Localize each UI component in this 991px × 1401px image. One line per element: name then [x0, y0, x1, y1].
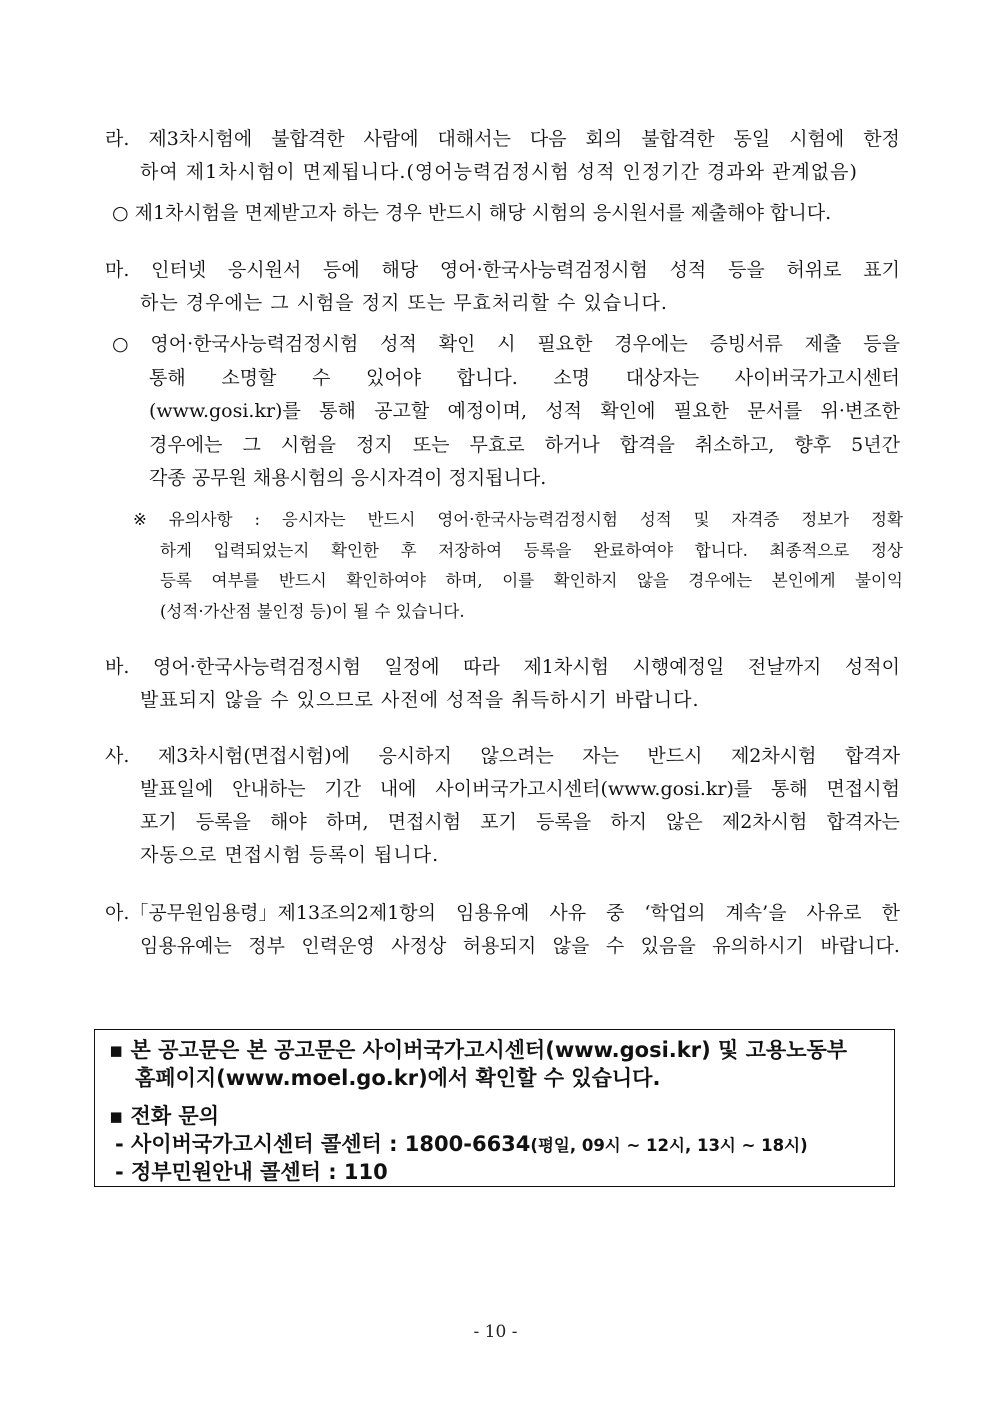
section-ma-bullet: [112, 328, 900, 496]
section-ra: [105, 123, 900, 189]
section-ra-bullet-text: ○ 제1차시험을 면제받고자 하는 경우 반드시 해당 시험의 응시원서를 제출해야 합니다.: [112, 202, 832, 224]
section-ma-bullet-line-1: ○ 영어·한국사능력검정시험 성적 확인 시 필요한 경우에는 증빙서류 제출 등을: [112, 333, 900, 355]
notice-line-4: [115, 1130, 808, 1160]
callcenter-number: - 사이버국가고시센터 콜센터 : 1800-6634: [115, 1132, 531, 1156]
section-ra-line-1: 라. 제3차시험에 불합격한 사람에 대해서는 다음 회의 불합격한 동일 시험에 한정: [105, 128, 900, 150]
notice-box: [94, 1029, 895, 1187]
page-number: - 10 -: [473, 1322, 518, 1342]
section-sa-line-2: 발표일에 안내하는 기간 내에 사이버국가고시센터(www.gosi.kr)를 통해 면접시험: [140, 778, 900, 800]
section-a: [105, 897, 900, 963]
note-line-1: ※ 유의사항 : 응시자는 반드시 영어·한국사능력검정시험 성적 및 자격증 정보가 정확: [133, 510, 903, 529]
section-ma-line-1: 마. 인터넷 응시원서 등에 해당 영어·한국사능력검정시험 성적 등을 허위로 표기: [105, 259, 900, 281]
section-ma-line-2: 하는 경우에는 그 시험을 정지 또는 무효처리할 수 있습니다.: [140, 292, 668, 314]
section-a-line-1: 아.「공무원임용령」제13조의2제1항의 임용유예 사유 중 ‘학업의 계속’을 사유로 한: [105, 902, 900, 924]
section-ma-bullet-line-2: 통해 소명할 수 있어야 합니다. 소명 대상자는 사이버국가고시센터: [149, 366, 900, 389]
notice-line-2: 홈페이지(www.moel.go.kr)에서 확인할 수 있습니다.: [135, 1066, 661, 1090]
section-ma-bullet-line-5: 각종 공무원 채용시험의 응시자격이 정지됩니다.: [149, 467, 547, 489]
section-ra-bullet: [112, 197, 900, 231]
section-ma-note: [133, 505, 903, 627]
section-ba-line-1: 바. 영어·한국사능력검정시험 일정에 따라 제1차시험 시행예정일 전날까지 성적이: [105, 656, 900, 678]
callcenter-hours: (평일, 09시 ~ 12시, 13시 ~ 18시): [530, 1136, 808, 1155]
section-sa: [105, 740, 900, 872]
section-sa-line-4: 자동으로 면접시험 등록이 됩니다.: [140, 844, 440, 866]
note-line-2: 하게 입력되었는지 확인한 후 저장하여 등록을 완료하여야 합니다. 최종적으로 정상: [160, 540, 903, 560]
section-ma: [105, 254, 900, 320]
section-a-line-2: 임용유예는 정부 인력운영 사정상 허용되지 않을 수 있음을 유의하시기 바랍니다.: [140, 935, 900, 957]
notice-line-3: ▪ 전화 문의: [109, 1104, 219, 1128]
notice-line-1: ▪ 본 공고문은 본 공고문은 사이버국가고시센터(www.gosi.kr) 및 고용노동부: [109, 1038, 848, 1062]
section-sa-line-1: 사. 제3차시험(면접시험)에 응시하지 않으려는 자는 반드시 제2차시험 합격자: [105, 745, 900, 767]
section-ma-bullet-line-3: (www.gosi.kr)를 통해 공고할 예정이며, 성적 확인에 필요한 문서를 위·변조한: [149, 400, 900, 422]
note-line-4: (성적·가산점 불인정 등)이 될 수 있습니다.: [160, 601, 465, 621]
notice-line-5: - 정부민원안내 콜센터 : 110: [115, 1160, 388, 1184]
section-sa-line-3: 포기 등록을 해야 하며, 면접시험 포기 등록을 하지 않은 제2차시험 합격자는: [140, 811, 900, 833]
note-line-3: 등록 여부를 반드시 확인하여야 하며, 이를 확인하지 않을 경우에는 본인에게 불이익: [160, 571, 903, 590]
section-ma-bullet-line-4: 경우에는 그 시험을 정지 또는 무효로 하거나 합격을 취소하고, 향후 5년간: [149, 433, 900, 456]
section-ba-line-2: 발표되지 않을 수 있으므로 사전에 성적을 취득하시기 바랍니다.: [140, 689, 700, 711]
section-ba: [105, 651, 900, 717]
section-ra-line-2: 하여 제1차시험이 면제됩니다.(영어능력검정시험 성적 인정기간 경과와 관계없음): [140, 161, 858, 183]
